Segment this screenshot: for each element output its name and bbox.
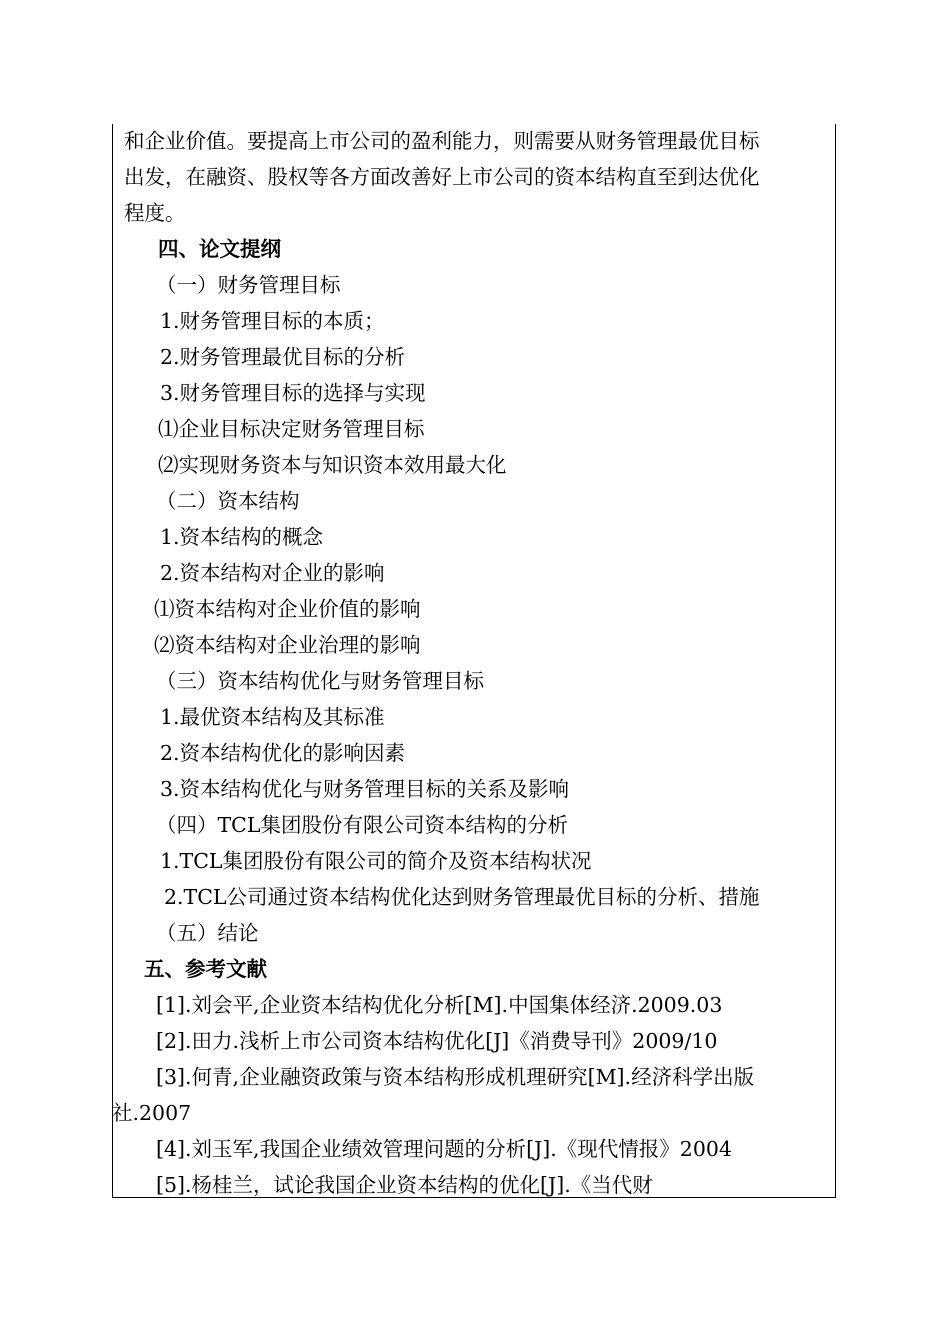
intro-line-1: 和企业价值。要提高上市公司的盈利能力，则需要从财务管理最优目标 <box>124 129 760 153</box>
outline-item: 1.最优资本结构及其标准 <box>160 705 385 729</box>
reference-item: [4].刘玉军,我国企业绩效管理问题的分析[J].《现代情报》2004 <box>156 1137 732 1161</box>
outline-item: 2.TCL公司通过资本结构优化达到财务管理最优目标的分析、措施 <box>164 885 760 909</box>
outline-item: ⑴资本结构对企业价值的影响 <box>154 597 421 621</box>
reference-item: [2].田力.浅析上市公司资本结构优化[J]《消费导刊》2009/10 <box>156 1029 718 1053</box>
outline-item: （三）资本结构优化与财务管理目标 <box>156 669 484 693</box>
outline-item: （五）结论 <box>156 921 259 945</box>
reference-item-continuation: 社.2007 <box>112 1101 192 1125</box>
intro-line-2: 出发，在融资、股权等各方面改善好上市公司的资本结构直至到达优化 <box>124 165 760 189</box>
reference-item: [3].何青,企业融资政策与资本结构形成机理研究[M].经济科学出版 <box>156 1065 755 1089</box>
outline-item: ⑵实现财务资本与知识资本效用最大化 <box>158 453 507 477</box>
outline-item: 2.资本结构对企业的影响 <box>160 561 385 585</box>
intro-line-3: 程度。 <box>124 201 186 225</box>
outline-item: 1.TCL集团股份有限公司的简介及资本结构状况 <box>160 849 592 873</box>
outline-item: 3.资本结构优化与财务管理目标的关系及影响 <box>160 777 570 801</box>
outline-item: 2.财务管理最优目标的分析 <box>160 345 406 369</box>
outline-item: ⑵资本结构对企业治理的影响 <box>154 633 421 657</box>
outline-item: （四）TCL集团股份有限公司资本结构的分析 <box>156 813 568 837</box>
outline-item: 1.财务管理目标的本质； <box>160 309 385 333</box>
outline-item: （二）资本结构 <box>156 489 300 513</box>
outline-item: ⑴企业目标决定财务管理目标 <box>158 417 425 441</box>
reference-item: [1].刘会平,企业资本结构优化分析[M].中国集体经济.2009.03 <box>156 993 723 1017</box>
outline-item: 2.资本结构优化的影响因素 <box>160 741 406 765</box>
outline-item: 1.资本结构的概念 <box>160 525 324 549</box>
references-heading: 五、参考文献 <box>144 957 267 981</box>
outline-heading: 四、论文提纲 <box>158 237 281 261</box>
reference-item: [5].杨桂兰，试论我国企业资本结构的优化[J].《当代财 <box>156 1173 653 1197</box>
outline-item: 3.财务管理目标的选择与实现 <box>160 381 426 405</box>
outline-item: （一）财务管理目标 <box>156 273 341 297</box>
